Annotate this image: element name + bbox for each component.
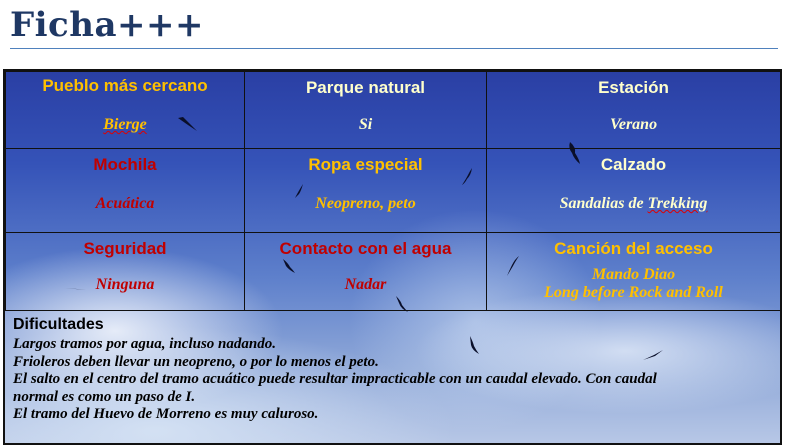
mochila-value: Acuática (95, 195, 155, 212)
dificultades-line: El salto en el centro del tramo acuático puede resultar impracticable con un caudal elevado. Con caudal (13, 371, 657, 387)
estacion-label: Estación (598, 78, 669, 97)
table-row (6, 72, 781, 149)
table-row (6, 149, 781, 233)
page-title: Ficha+++ (10, 5, 204, 45)
cell-calzado (487, 149, 781, 233)
parque-label: Parque natural (305, 78, 426, 97)
dificultades-title: Dificultades (13, 316, 104, 333)
calzado-value: Sandalias de Trekking (559, 195, 708, 212)
ropa-label: Ropa especial (308, 155, 423, 174)
contacto-label: Contacto con el agua (279, 239, 452, 258)
contacto-value: Nadar (344, 276, 387, 293)
table-row (6, 233, 781, 311)
parque-value: Si (358, 116, 373, 133)
cell-ropa (245, 149, 487, 233)
pueblo-value: Bierge (103, 116, 147, 133)
estacion-value: Verano (609, 116, 658, 133)
dificultades-line: normal es como un paso de I. (13, 388, 196, 405)
mochila-label: Mochila (93, 155, 157, 174)
info-grid (5, 71, 781, 311)
seguridad-value: Ninguna (95, 276, 155, 293)
cell-estacion (487, 72, 781, 149)
cell-seguridad (6, 233, 245, 311)
cancion-label: Canción del acceso (554, 239, 713, 258)
dificultades-line: Frioleros deben llevar un neopreno, o por lo menos el peto. (13, 353, 379, 370)
info-card (3, 69, 782, 445)
calzado-label: Calzado (600, 155, 667, 174)
pueblo-label: Pueblo más cercano (42, 76, 208, 95)
cell-parque (245, 72, 487, 149)
dificultades-section (5, 310, 780, 445)
cancion-title: Long before Rock and Roll (544, 284, 723, 301)
cell-pueblo (6, 72, 245, 149)
ropa-value: Neopreno, peto (315, 195, 416, 212)
dificultades-line: Largos tramos por agua, incluso nadando. (13, 336, 276, 352)
cancion-artist: Mando Diao (591, 266, 676, 283)
title-divider (10, 48, 778, 49)
seguridad-label: Seguridad (83, 239, 167, 258)
cell-mochila (6, 149, 245, 233)
dificultades-line: El tramo del Huevo de Morreno es muy caluroso. (13, 406, 319, 422)
cell-cancion (487, 233, 781, 311)
cell-contacto (245, 233, 487, 311)
